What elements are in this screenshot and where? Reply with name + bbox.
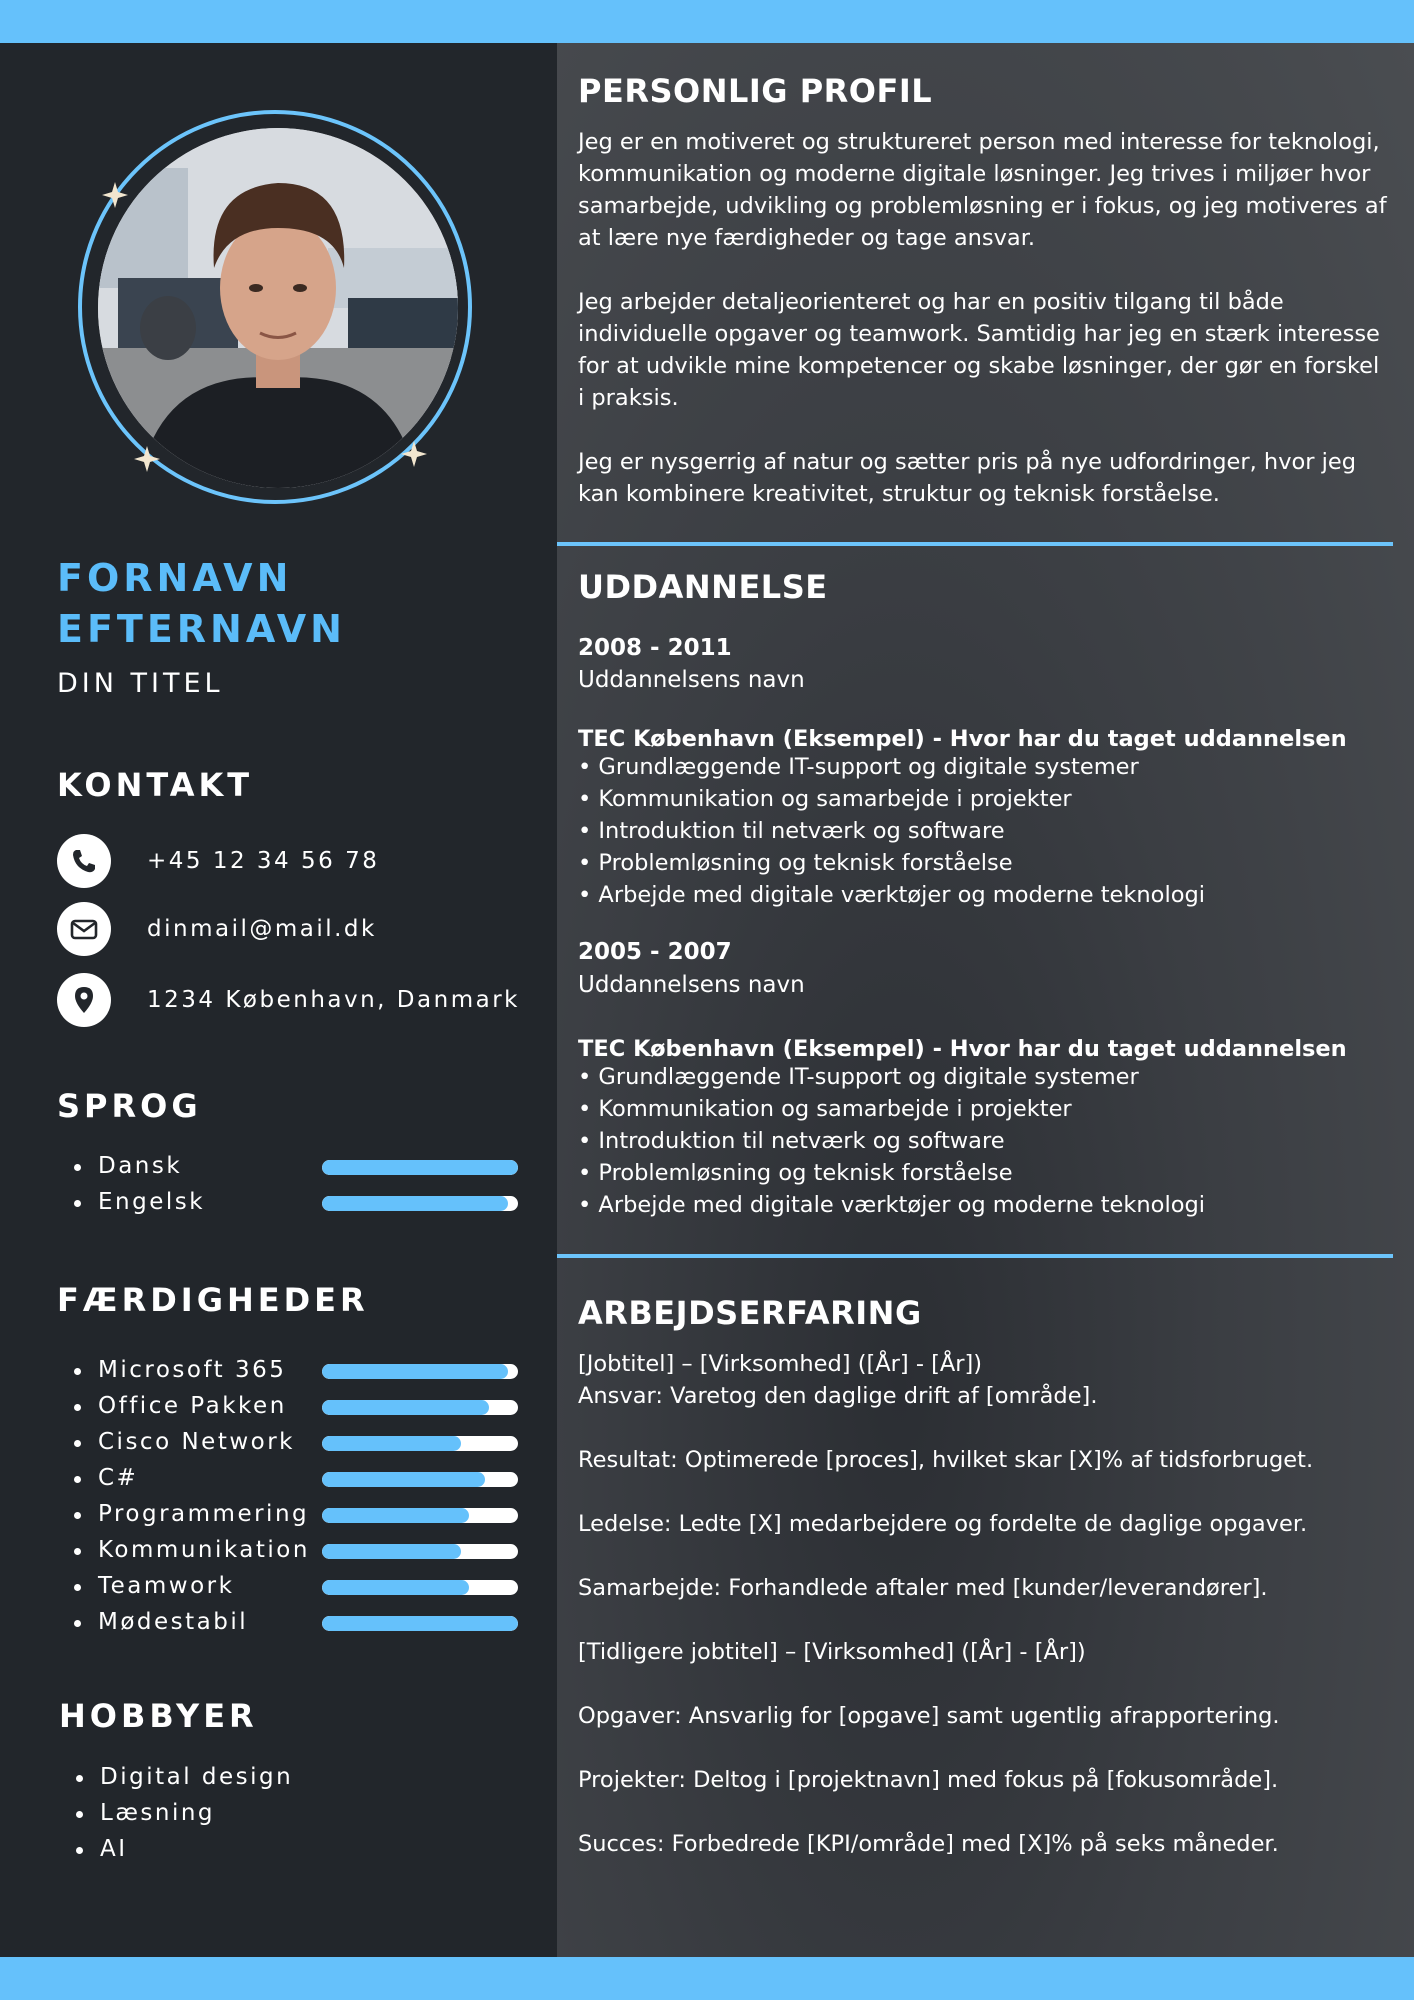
hobby-item: Digital design <box>72 1762 293 1798</box>
languages-heading: SPROG <box>57 1087 202 1125</box>
education-years: 2005 - 2007 <box>578 939 732 965</box>
education-school: TEC København (Eksempel) - Hvor har du taget uddannelsen <box>578 1036 1347 1062</box>
skill-level-bar <box>322 1616 518 1631</box>
education-heading: UDDANNELSE <box>578 568 828 606</box>
experience-job-title: [Tidligere jobtitel] – [Virksomhed] ([År] - [År]) <box>578 1639 1086 1665</box>
languages-list <box>70 1151 205 1223</box>
experience-line: Ansvar: Varetog den daglige drift af [område]. <box>578 1383 1098 1409</box>
skill-item: Teamwork <box>70 1571 310 1607</box>
language-level-bar <box>322 1160 518 1175</box>
profile-paragraph: Jeg er nysgerrig af natur og sætter pris på nye udfordringer, hvor jeg kan kombinere kreativitet, struktur og teknisk forståelse. <box>578 449 1357 507</box>
skill-item: Mødestabil <box>70 1607 310 1643</box>
education-point: • Arbejde med digitale værktøjer og moderne teknologi <box>578 1192 1206 1218</box>
location-pin-icon <box>57 973 111 1027</box>
phone-icon <box>57 834 111 888</box>
education-name: Uddannelsens navn <box>578 972 805 998</box>
hobbies-list <box>72 1762 293 1870</box>
skill-level-bar <box>322 1436 518 1451</box>
skill-level-bar <box>322 1544 518 1559</box>
education-point: • Introduktion til netværk og software <box>578 818 1005 844</box>
profile-paragraph: Jeg er en motiveret og struktureret person med interesse for teknologi, kommunikation og moderne digitale løsninger. Jeg trives i miljøer hvor samarbejde, udvikling og problemløsning er i fokus, og jeg motiveres af at lære nye færdigheder og tage ansvar. <box>578 129 1387 251</box>
education-point: • Problemløsning og teknisk forståelse <box>578 850 1013 876</box>
bottom-accent-band <box>0 1957 1414 2000</box>
education-point: • Grundlæggende IT-support og digitale systemer <box>578 1064 1139 1090</box>
skill-level-bar <box>322 1472 518 1487</box>
contact-heading: KONTAKT <box>57 766 254 804</box>
skill-item: Programmering <box>70 1499 310 1535</box>
education-years: 2008 - 2011 <box>578 635 732 661</box>
portrait-illustration <box>98 128 458 488</box>
experience-line: Ledelse: Ledte [X] medarbejdere og fordelte de daglige opgaver. <box>578 1511 1308 1537</box>
skill-level-bar <box>322 1400 518 1415</box>
profile-paragraph: Jeg arbejder detaljeorienteret og har en positiv tilgang til både individuelle opgaver og teamwork. Samtidig har jeg en stærk interesse for at udvikle mine kompetencer og skabe løsninger, der gør en forskel i praksis. <box>578 289 1380 411</box>
profile-heading: PERSONLIG PROFIL <box>578 72 933 110</box>
skill-item: Cisco Network <box>70 1427 310 1463</box>
sparkle-icon <box>134 446 160 472</box>
section-divider <box>557 1254 1393 1258</box>
education-points <box>578 1061 1205 1221</box>
mail-icon <box>57 902 111 956</box>
education-point: • Arbejde med digitale værktøjer og moderne teknologi <box>578 882 1206 908</box>
education-point: • Grundlæggende IT-support og digitale systemer <box>578 754 1139 780</box>
experience-line: Samarbejde: Forhandlede aftaler med [kunder/leverandører]. <box>578 1575 1268 1601</box>
last-name: EFTERNAVN <box>57 607 346 651</box>
education-school: TEC København (Eksempel) - Hvor har du taget uddannelsen <box>578 726 1347 752</box>
education-point: • Problemløsning og teknisk forståelse <box>578 1160 1013 1186</box>
job-title: DIN TITEL <box>57 668 224 699</box>
skill-item: Kommunikation <box>70 1535 310 1571</box>
section-divider <box>557 542 1393 546</box>
skill-item: Office Pakken <box>70 1391 310 1427</box>
experience-line: Opgaver: Ansvarlig for [opgave] samt ugentlig afrapportering. <box>578 1703 1280 1729</box>
education-point: • Kommunikation og samarbejde i projekter <box>578 1096 1072 1122</box>
full-name <box>57 553 346 655</box>
skill-level-bar <box>322 1580 518 1595</box>
hobby-item: Læsning <box>72 1798 293 1834</box>
experience-line: Projekter: Deltog i [projektnavn] med fokus på [fokusområde]. <box>578 1767 1279 1793</box>
education-point: • Introduktion til netværk og software <box>578 1128 1005 1154</box>
address-text: 1234 København, Danmark <box>147 987 520 1013</box>
education-points <box>578 751 1205 911</box>
first-name: FORNAVN <box>57 556 293 600</box>
contact-phone <box>57 834 527 888</box>
experience-line: Resultat: Optimerede [proces], hvilket skar [X]% af tidsforbruget. <box>578 1447 1314 1473</box>
skills-list <box>70 1355 310 1643</box>
experience-heading: ARBEJDSERFARING <box>578 1294 922 1332</box>
phone-text: +45 12 34 56 78 <box>147 848 380 874</box>
skill-item: C# <box>70 1463 310 1499</box>
contact-address <box>57 973 527 1027</box>
experience-line: Succes: Forbedrede [KPI/område] med [X]% på seks måneder. <box>578 1831 1279 1857</box>
contact-email <box>57 902 527 956</box>
skill-level-bar <box>322 1364 518 1379</box>
skill-item: Microsoft 365 <box>70 1355 310 1391</box>
education-name: Uddannelsens navn <box>578 667 805 693</box>
language-level-bar <box>322 1196 518 1211</box>
education-point: • Kommunikation og samarbejde i projekter <box>578 786 1072 812</box>
email-text: dinmail@mail.dk <box>147 916 377 942</box>
language-item: Dansk <box>70 1151 205 1187</box>
hobbies-heading: HOBBYER <box>59 1697 258 1735</box>
language-item: Engelsk <box>70 1187 205 1223</box>
profile-photo <box>98 128 458 488</box>
sparkle-icon <box>102 182 128 208</box>
hobby-item: AI <box>72 1834 293 1870</box>
experience-job-title: [Jobtitel] – [Virksomhed] ([År] - [År]) <box>578 1351 983 1377</box>
skill-level-bar <box>322 1508 518 1523</box>
top-accent-band <box>0 0 1414 43</box>
skills-heading: FÆRDIGHEDER <box>57 1281 369 1319</box>
sparkle-icon <box>401 441 427 467</box>
